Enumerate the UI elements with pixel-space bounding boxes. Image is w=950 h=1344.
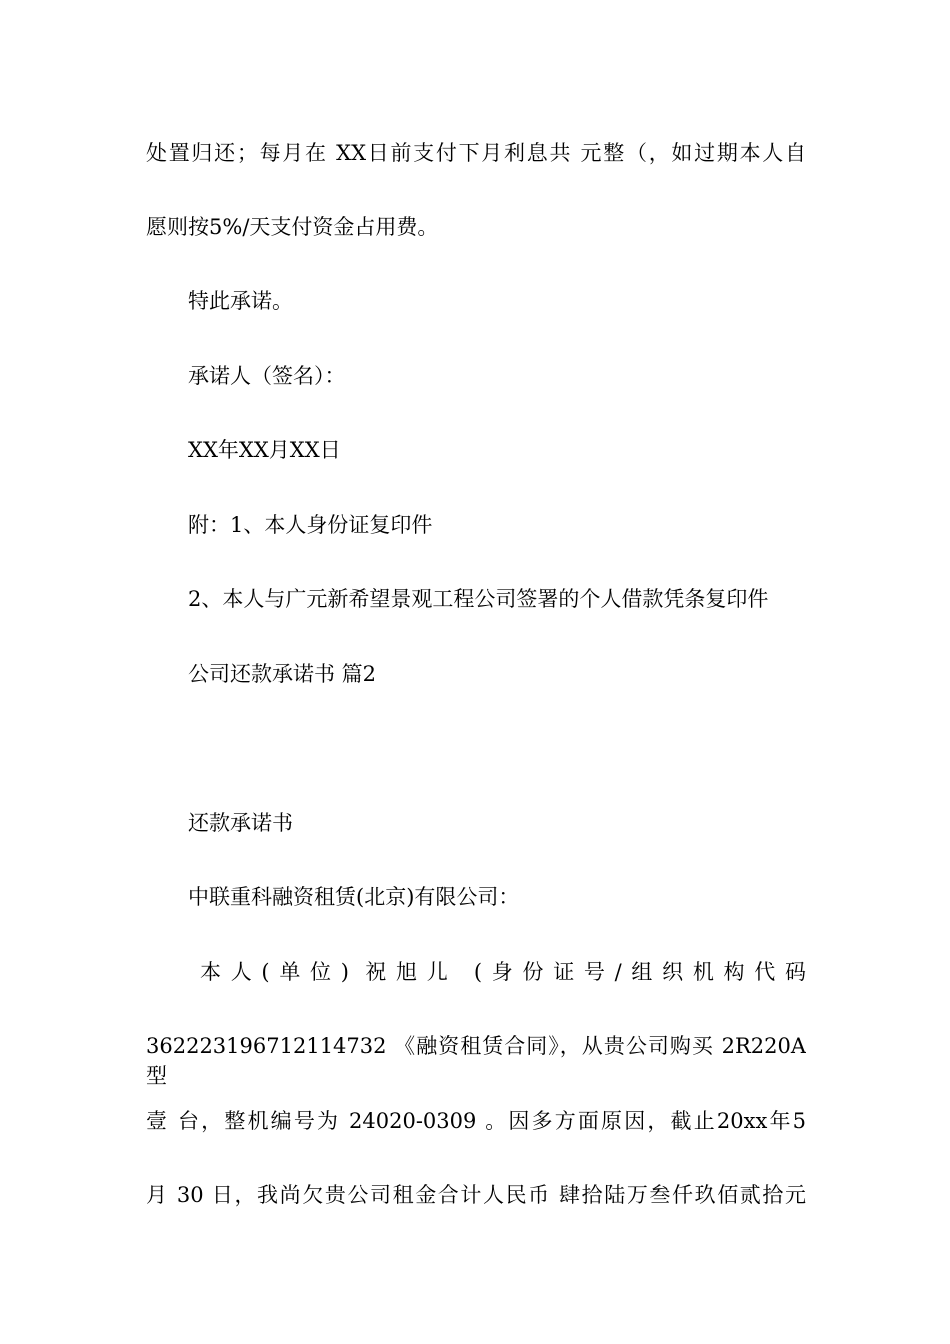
document-title: 还款承诺书 xyxy=(188,811,293,835)
date-line: XX年XX月XX日 xyxy=(188,438,341,462)
addressee-line: 中联重科融资租赁(北京)有限公司： xyxy=(188,885,520,909)
attachment-line: 附：1、本人身份证复印件 xyxy=(188,513,433,537)
paragraph-line: 处置归还；每月在 XX日前支付下月利息共 元整（，如过期本人自 xyxy=(146,141,806,165)
paragraph-line: 本人(单位) 祝旭儿 (身份证号/组织机构代码 xyxy=(200,960,806,984)
paragraph-line: 月 30 日，我尚欠贵公司租金合计人民币 肆拾陆万叁仟玖佰贰拾元 xyxy=(146,1183,806,1207)
attachment-line: 2、本人与广元新希望景观工程公司签署的个人借款凭条复印件 xyxy=(188,587,769,611)
section-heading: 公司还款承诺书 篇2 xyxy=(188,662,377,686)
signature-label: 承诺人（签名）： xyxy=(188,364,346,388)
paragraph-line: 362223196712114732 《融资租赁合同》，从贵公司购买 2R220A 型 xyxy=(146,1034,806,1088)
paragraph-line: 壹 台，整机编号为 24020-0309 。因多方面原因，截止20xx年5 xyxy=(146,1109,806,1133)
paragraph-line: 特此承诺。 xyxy=(188,289,293,313)
paragraph-line: 愿则按5%/天支付资金占用费。 xyxy=(146,215,439,239)
